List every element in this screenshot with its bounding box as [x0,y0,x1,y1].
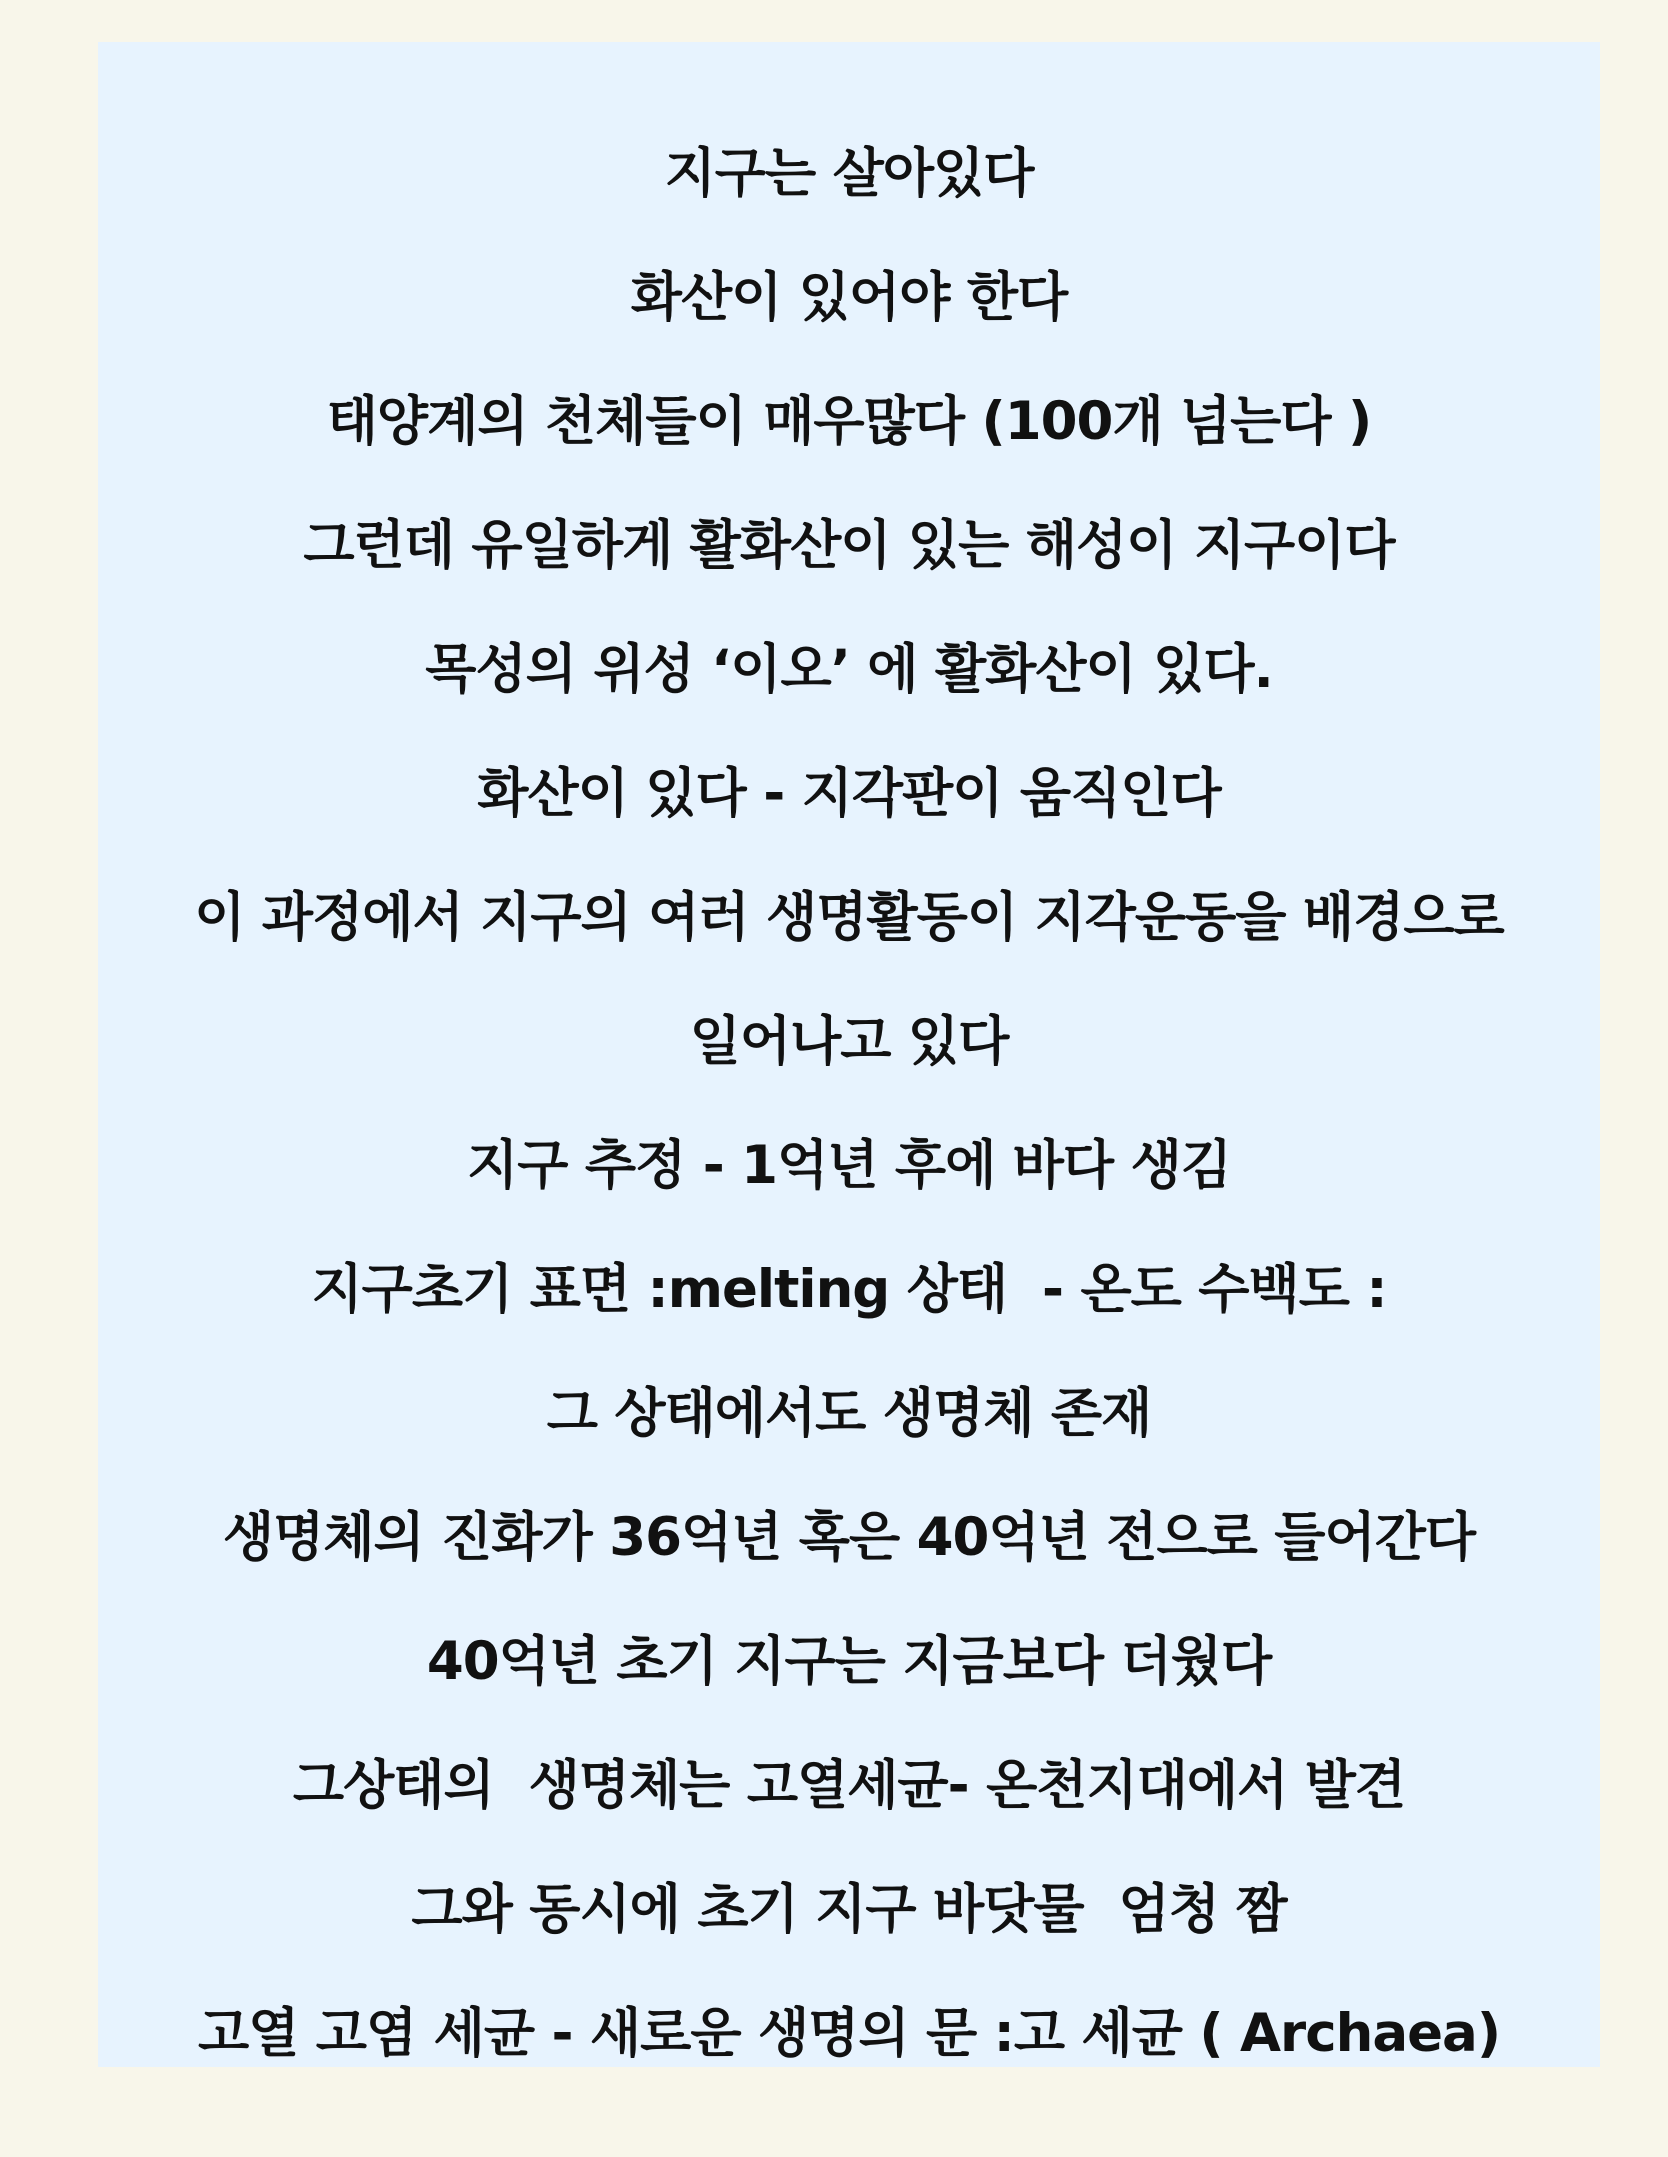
text-line-15: 그와 동시에 초기 지구 바닷물 엄청 짬 [411,1879,1287,1940]
text-line-2: 화산이 있어야 한다 [630,267,1068,328]
text-line-14: 그상태의 생명체는 고열세균- 온천지대에서 발견 [292,1755,1406,1816]
text-line-4: 그런데 유일하게 활화산이 있는 해성이 지구이다 [303,515,1395,576]
text-line-5: 목성의 위성 ‘이오’ 에 활화산이 있다. [425,639,1273,700]
text-line-10: 지구초기 표면 :melting 상태 - 온도 수백도 : [311,1259,1387,1320]
text-line-7: 이 과정에서 지구의 여러 생명활동이 지각운동을 배경으로 [194,887,1504,948]
text-line-3: 태양계의 천체들이 매우많다 (100개 넘는다 ) [326,391,1372,452]
text-line-9: 지구 추정 - 1억년 후에 바다 생김 [467,1135,1231,1196]
text-line-16: 고열 고염 세균 - 새로운 생명의 문 :고 세균 ( Archaea) [197,2003,1501,2064]
text-line-11: 그 상태에서도 생명체 존재 [546,1383,1152,1444]
text-line-1: 지구는 살아있다 [664,143,1034,204]
text-line-6: 화산이 있다 - 지각판이 움직인다 [477,763,1221,824]
note-card [98,42,1600,2067]
text-line-12: 생명체의 진화가 36억년 혹은 40억년 전으로 들어간다 [222,1507,1476,1568]
text-line-8: 일어나고 있다 [689,1011,1009,1072]
text-line-13: 40억년 초기 지구는 지금보다 더웠다 [426,1631,1272,1692]
